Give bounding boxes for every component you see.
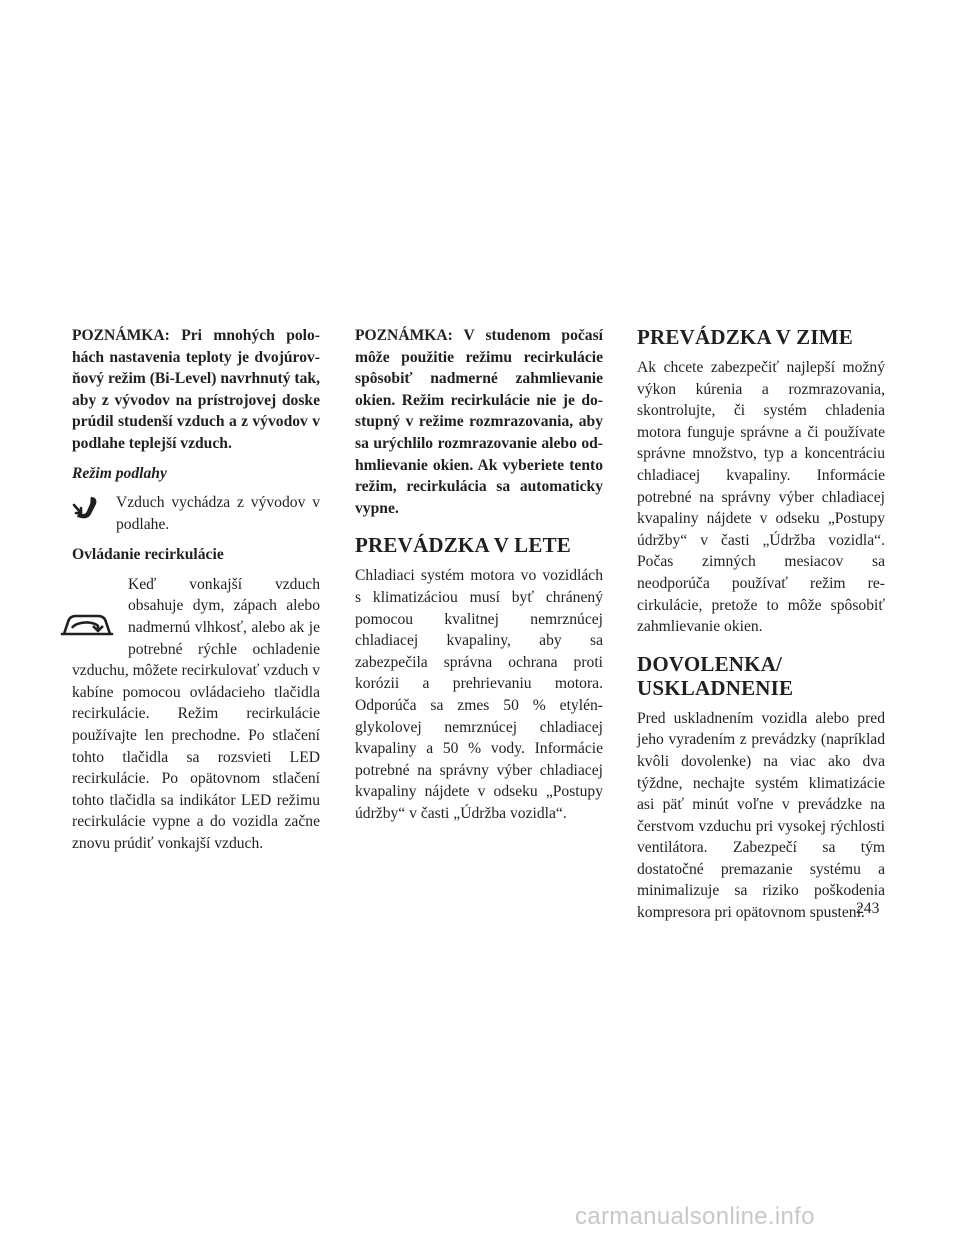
page-number: 243 bbox=[856, 900, 880, 917]
storage-text: Pred uskladnením vozidla alebo pred jeho vyradením z prevádzky (napríklad kvôli dovolenke) na viac ako dva týždne, nechajte systém klimatizácie asi päť minút voľne v prevádzke na čerstvom vzduchu pri vysokej rýchlosti ventilátora. Zabezpečí sa tým dostatočné premazanie systému a minimalizuje sa riziko poškodenia kompresora pri opätovnom spustení. bbox=[637, 709, 885, 922]
note-cold-weather: POZNÁMKA: V studenom počasí môže použitie režimu recirkulácie spôsobiť nadmerné zahmlievanie okien. Režim recirkulácie nie je dostupný v režime rozmrazovania, aby sa urýchlilo rozmrazovanie alebo odhmlievanie okien. Ak vyberiete tento režim, recirkulácia sa automaticky vypne. bbox=[355, 327, 603, 517]
column-right bbox=[637, 325, 885, 932]
winter-operation-heading: PREVÁDZKA V ZIME bbox=[637, 325, 853, 349]
recirculation-block bbox=[72, 574, 320, 855]
note-bi-level: POZNÁMKA: Pri mnohých polohách nastavenia teploty je dvojúrovňový režim (Bi-Level) navrhnutý tak, aby z vývodov na prístrojovej doske prúdil studenší vzduch a z vývodov v podlahe teplejší vzduch. bbox=[72, 327, 320, 452]
summer-operation-text: Chladiaci systém motora vo vozidlách s klimatizáciou musí byť chránený pomocou kvalitnej nemrznúcej chladiacej kvapaliny, aby sa zabezpečila správna ochrana proti korózii a prehrievaniu motora. Odporúča sa zmes 50 % etylénglykolovej nemrznúcej chladiacej kvapaliny a 50 % vody. Informácie potrebné na správny výber chladiacej kvapaliny nájdete v odseku „Postupy údržby“ v časti „Údržba vozidla“. bbox=[355, 567, 603, 822]
column-left bbox=[72, 325, 320, 862]
winter-operation-text: Ak chcete zabezpečiť najlepší možný výkon kúrenia a rozmrazovania, skontrolujte, či systém chladenia motora funguje správne a či používate správne množstvo, typ a koncentráciu chladiacej kvapaliny. Informácie potrebné na správny výber chladiacej kvapaliny nájdete v odseku „Postupy údržby“ v časti „Údržba vozidla“. Počas zimných mesiacov sa neodporúča používať režim recirkulácie, pretože to môže spôsobiť zahmlievanie okien. bbox=[637, 359, 885, 636]
recirculation-heading: Ovládanie recirkulácie bbox=[72, 546, 224, 564]
recirculation-text: Keď vonkajší vzduch obsahuje dym, zápach alebo nadmernú vlhkosť, alebo ak je potrebné rýchle ochladenie vzduchu, môžete recirkulovať vzduch v kabíne pomocou ovládacieho tlačidla recirkulácie. Režim recirkulácie používajte len prechodne. Po stlačení tohto tlačidla sa rozsvieti LED recirkulácie. Po opätovnom stlačení tohto tlačidla sa indikátor LED režimu recirkulácie vypne a do vozidla začne znovu prúdiť vonkajší vzduch. bbox=[72, 575, 320, 852]
floor-mode-row bbox=[72, 492, 320, 536]
column-middle bbox=[355, 325, 603, 832]
storage-heading: DOVOLENKA/ USKLADNENIE bbox=[637, 651, 794, 700]
floor-mode-heading: Režim podlahy bbox=[72, 464, 167, 482]
floor-mode-text: Vzduch vychádza z vývodov v podlahe. bbox=[116, 494, 320, 533]
summer-operation-heading: PREVÁDZKA V LETE bbox=[355, 533, 571, 558]
watermark: carmanualsonline.info bbox=[575, 1203, 815, 1230]
recirculation-icon bbox=[58, 604, 118, 646]
floor-mode-icon bbox=[72, 494, 102, 524]
